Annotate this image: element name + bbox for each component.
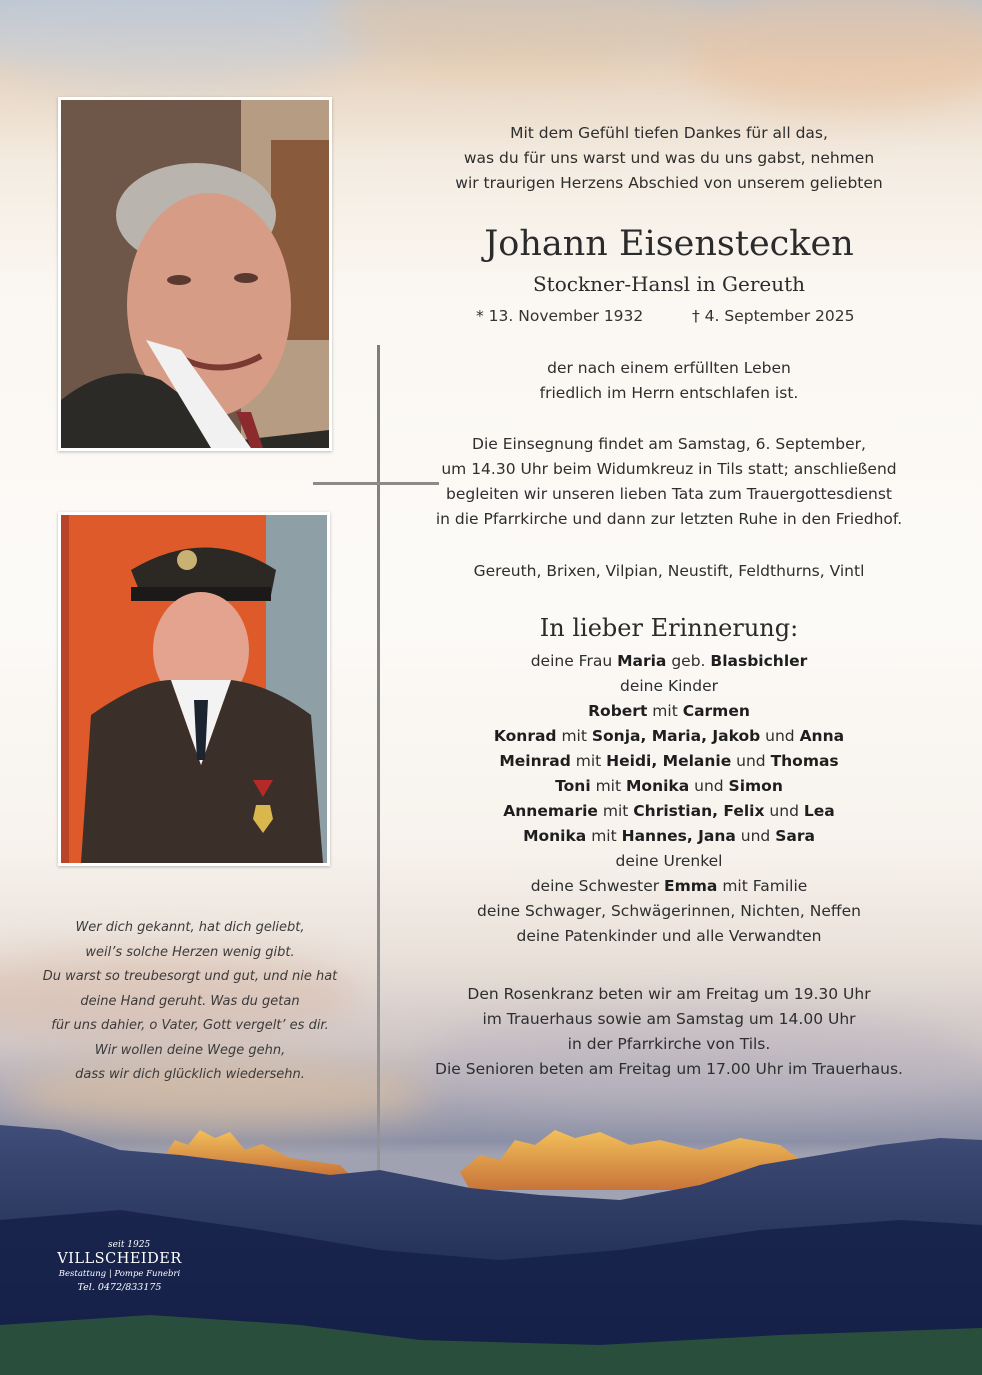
mourner-line: Konrad mit Sonja, Maria, Jakob und Anna [493,727,845,745]
funeral-line: Die Einsegnung findet am Samstag, 6. September, [472,435,866,453]
mourner-line: Meinrad mit Heidi, Melanie und Thomas [499,752,839,770]
rosary-line: in der Pfarrkirche von Tils. [567,1035,771,1053]
birth-date: * 13. November 1932 [476,307,644,325]
poem-line: für uns dahier, o Vater, Gott vergelt’ es dir. [51,1018,329,1033]
mourner-line: Annemarie mit Christian, Felix und Lea [503,802,835,820]
portrait-photo [58,97,332,451]
logo-phone: Tel. 0472/833175 [77,1282,162,1293]
uniform-illustration [61,515,327,863]
mountain-landscape [0,1100,982,1375]
intro-line: Mit dem Gefühl tiefen Dankes für all das, [510,124,828,142]
intro-text [408,121,930,196]
uniform-photo [58,512,330,866]
poem [14,916,366,1088]
mourners-list [408,649,930,949]
funeral-line: in die Pfarrkirche und dann zur letzten Ruhe in den Friedhof. [435,510,903,528]
funeral-text [408,432,930,532]
rosary-text [408,982,930,1082]
logo-since: seit 1925 [108,1240,151,1250]
passing-line: friedlich im Herrn entschlafen ist. [539,384,799,402]
deceased-nickname: Stockner-Hansl in Gereuth [532,272,806,296]
places-line: Gereuth, Brixen, Vilpian, Neustift, Feldthurns, Vintl [473,562,865,580]
rosary-line: Den Rosenkranz beten wir am Freitag um 19.30 Uhr [467,985,871,1003]
intro-line: wir traurigen Herzens Abschied von unserem geliebten [455,174,883,192]
passing-line: der nach einem erfüllten Leben [547,359,791,377]
mourner-line: deine Schwester Emma mit Familie [530,877,808,895]
poem-line: dass wir dich glücklich wiedersehn. [75,1067,305,1082]
rosary-line: im Trauerhaus sowie am Samstag um 14.00 Uhr [482,1010,856,1028]
mourner-line: Monika mit Hannes, Jana und Sara [523,827,815,845]
passing-text [408,356,930,406]
intro-line: was du für uns warst und was du uns gabst, nehmen [463,149,875,167]
mourner-line: Robert mit Carmen [588,702,750,720]
mourner-line: deine Kinder [619,677,718,695]
portrait-illustration [61,100,329,448]
poem-line: Wir wollen deine Wege gehn, [94,1042,286,1058]
mourner-line: deine Schwager, Schwägerinnen, Nichten, Neffen [477,902,861,920]
poem-line: deine Hand geruht. Was du getan [80,993,300,1009]
logo-brand: VILLSCHEIDER [57,1251,182,1267]
memory-heading: In lieber Erinnerung: [539,614,799,642]
mourner-line: Toni mit Monika und Simon [555,777,783,795]
funeral-line: um 14.30 Uhr beim Widumkreuz in Tils statt; anschließend [441,460,897,478]
funeral-line: begleiten wir unseren lieben Tata zum Trauergottesdienst [445,485,893,503]
funeral-home-logo [52,1240,187,1296]
rosary-line: Die Senioren beten am Freitag um 17.00 Uhr im Trauerhaus. [435,1060,903,1078]
death-date: † 4. September 2025 [692,307,855,325]
sky-cloud [0,0,380,90]
mourner-line: deine Frau Maria geb. Blasbichler [530,652,808,670]
deceased-name: Johann Eisenstecken [484,224,854,264]
sky-cloud [680,0,982,110]
poem-line: Wer dich gekannt, hat dich geliebt, [75,920,305,935]
poem-line: weil’s solche Herzen wenig gibt. [85,944,295,960]
logo-subtitle: Bestattung | Pompe Funebri [58,1269,181,1279]
mourner-line: deine Urenkel [615,852,723,870]
sky-cloud [330,0,710,70]
poem-line: Du warst so treubesorgt und gut, und nie hat [42,969,338,984]
mourner-line: deine Patenkinder und alle Verwandten [516,927,822,945]
